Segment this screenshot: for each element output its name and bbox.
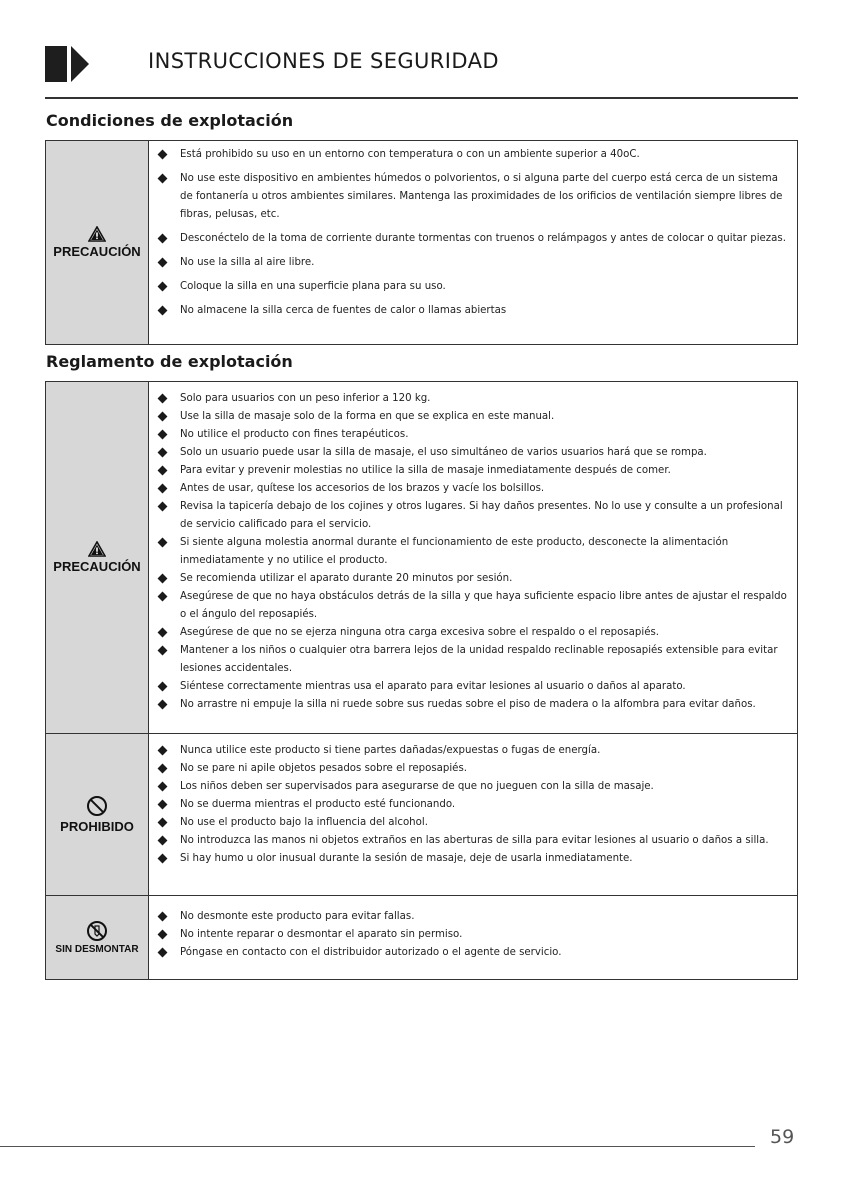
list-item: No use la silla al aire libre. <box>149 254 789 272</box>
list-item: Está prohibido su uso en un entorno con temperatura o con un ambiente superior a 40oC. <box>149 146 789 164</box>
table-reglamento <box>45 381 798 980</box>
no-disassembly-list <box>149 908 789 962</box>
label-cell <box>46 896 149 979</box>
list-item: Si hay humo u olor inusual durante la sesión de masaje, deje de usarla inmediatamente. <box>149 850 789 868</box>
block-prohibido <box>46 733 797 895</box>
caution-label: PRECAUCIÓN <box>53 559 141 574</box>
prohibited-label: PROHIBIDO <box>60 819 134 834</box>
label-cell <box>46 734 149 895</box>
chapter-marker-icon <box>45 46 91 82</box>
warning-triangle-icon <box>88 226 106 242</box>
block-sin-desmontar <box>46 895 797 979</box>
list-item: Desconéctelo de la toma de corriente durante tormentas con truenos o relámpagos y antes de colocar o quitar piezas. <box>149 230 789 248</box>
list-item: Póngase en contacto con el distribuidor autorizado o el agente de servicio. <box>149 944 789 962</box>
list-item: No introduzca las manos ni objetos extraños en las aberturas de silla para evitar lesiones al usuario o daños a silla. <box>149 832 789 850</box>
list-item: Solo un usuario puede usar la silla de masaje, el uso simultáneo de varios usuarios hará que se rompa. <box>149 444 789 462</box>
list-item: Para evitar y prevenir molestias no utilice la silla de masaje inmediatamente después de comer. <box>149 462 789 480</box>
list-item: Use la silla de masaje solo de la forma en que se explica en este manual. <box>149 408 789 426</box>
caution-list <box>149 390 789 714</box>
list-item: No use el producto bajo la influencia del alcohol. <box>149 814 789 832</box>
list-item: No se pare ni apile objetos pesados sobre el reposapiés. <box>149 760 789 778</box>
list-item: Se recomienda utilizar el aparato durante 20 minutos por sesión. <box>149 570 789 588</box>
prohibited-list <box>149 742 789 868</box>
no-disassembly-icon <box>86 920 108 942</box>
label-cell <box>46 382 149 733</box>
list-item: No desmonte este producto para evitar fallas. <box>149 908 789 926</box>
warning-triangle-icon <box>88 541 106 557</box>
caution-list <box>149 146 789 320</box>
block-precaucion-1 <box>46 141 797 344</box>
list-item: Solo para usuarios con un peso inferior a 120 kg. <box>149 390 789 408</box>
table-condiciones <box>45 140 798 345</box>
list-item: Nunca utilice este producto si tiene partes dañadas/expuestas o fugas de energía. <box>149 742 789 760</box>
list-item: No intente reparar o desmontar el aparato sin permiso. <box>149 926 789 944</box>
list-item: Asegúrese de que no se ejerza ninguna otra carga excesiva sobre el respaldo o el reposapiés. <box>149 624 789 642</box>
footer-divider <box>0 1146 755 1147</box>
list-item: No arrastre ni empuje la silla ni ruede sobre sus ruedas sobre el piso de madera o la alfombra para evitar daños. <box>149 696 789 714</box>
list-item: No utilice el producto con fines terapéuticos. <box>149 426 789 444</box>
header-divider <box>45 97 798 99</box>
list-item: Revisa la tapicería debajo de los cojines y otros lugares. Si hay daños presentes. No lo use y consulte a un profesional de servicio calificado para el servicio. <box>149 498 789 534</box>
list-item: Mantener a los niños o cualquier otra barrera lejos de la unidad respaldo reclinable reposapiés extensible para evitar lesiones accidentales. <box>149 642 789 678</box>
section-title-condiciones: Condiciones de explotación <box>46 111 294 130</box>
no-disassembly-label: SIN DESMONTAR <box>55 944 139 955</box>
list-item: Siéntese correctamente mientras usa el aparato para evitar lesiones al usuario o daños al aparato. <box>149 678 789 696</box>
caution-label: PRECAUCIÓN <box>53 244 141 259</box>
block-precaucion-2 <box>46 382 797 733</box>
page-number: 59 <box>770 1126 795 1148</box>
page-title: INSTRUCCIONES DE SEGURIDAD <box>148 49 499 73</box>
list-item: No use este dispositivo en ambientes húmedos o polvorientos, o si alguna parte del cuerpo está cerca de un sistema de fontanería u otros ambientes similares. Mantenga las proximidades de los orificios de ventilación siempre libres de fibras, pelusas, etc. <box>149 170 789 224</box>
list-item: Coloque la silla en una superficie plana para su uso. <box>149 278 789 296</box>
list-item: Asegúrese de que no haya obstáculos detrás de la silla y que haya suficiente espacio libre antes de ajustar el respaldo o el ángulo del reposapiés. <box>149 588 789 624</box>
prohibited-icon <box>86 795 108 817</box>
list-item: No se duerma mientras el producto esté funcionando. <box>149 796 789 814</box>
list-item: No almacene la silla cerca de fuentes de calor o llamas abiertas <box>149 302 789 320</box>
label-cell <box>46 141 149 344</box>
section-title-reglamento: Reglamento de explotación <box>46 352 293 371</box>
list-item: Los niños deben ser supervisados para asegurarse de que no jueguen con la silla de masaje. <box>149 778 789 796</box>
list-item: Si siente alguna molestia anormal durante el funcionamiento de este producto, desconecte la alimentación inmediatamente y no utilice el producto. <box>149 534 789 570</box>
list-item: Antes de usar, quítese los accesorios de los brazos y vacíe los bolsillos. <box>149 480 789 498</box>
